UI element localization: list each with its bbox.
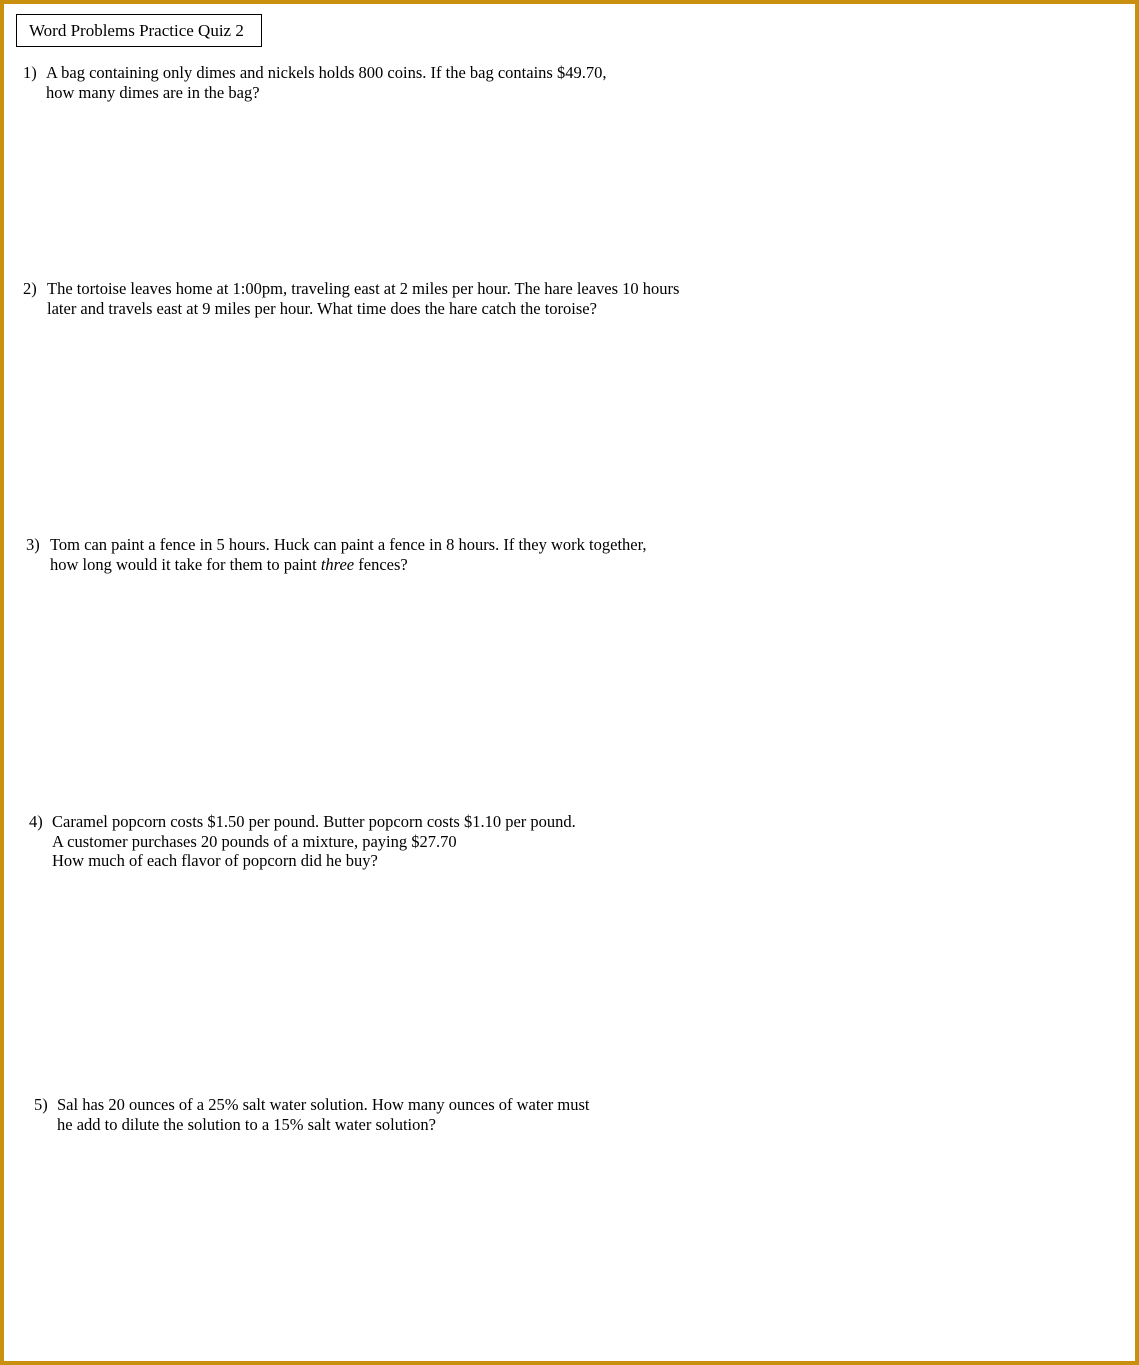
problem-number: 2)	[23, 279, 37, 298]
problem-text	[57, 1095, 589, 1134]
problem-text	[47, 279, 679, 318]
problem-number: 4)	[29, 812, 43, 831]
problem-line: he add to dilute the solution to a 15% salt water solution?	[57, 1114, 436, 1134]
problem-line-text: how long would it take for them to paint	[50, 554, 321, 574]
problem-line: A bag containing only dimes and nickels holds 800 coins. If the bag contains $49.70,	[46, 63, 607, 82]
problem-line: Sal has 20 ounces of a 25% salt water solution. How many ounces of water must	[57, 1095, 590, 1114]
problem-line: How much of each flavor of popcorn did he buy?	[52, 851, 378, 871]
problem-line: Caramel popcorn costs $1.50 per pound. Butter popcorn costs $1.10 per pound.	[52, 812, 576, 831]
problem-line-text: fences?	[354, 554, 408, 574]
problem-text	[52, 812, 576, 871]
problem-line	[50, 555, 647, 575]
problem-number: 5)	[34, 1095, 48, 1114]
problem-line: The tortoise leaves home at 1:00pm, traveling east at 2 miles per hour. The hare leaves 10 hours	[47, 279, 680, 298]
problem-number: 3)	[26, 535, 40, 554]
problem-line: A customer purchases 20 pounds of a mixture, paying $27.70	[52, 831, 457, 851]
emphasis-text: three	[320, 554, 355, 574]
problem-line: later and travels east at 9 miles per hour. What time does the hare catch the toroise?	[47, 298, 597, 318]
quiz-title: Word Problems Practice Quiz 2	[16, 14, 262, 47]
problem-number: 1)	[23, 63, 37, 82]
problem-text	[50, 535, 647, 574]
problem-text	[46, 63, 606, 102]
problem-line: Tom can paint a fence in 5 hours. Huck can paint a fence in 8 hours. If they work together,	[50, 535, 647, 554]
problem-line: how many dimes are in the bag?	[46, 82, 260, 102]
